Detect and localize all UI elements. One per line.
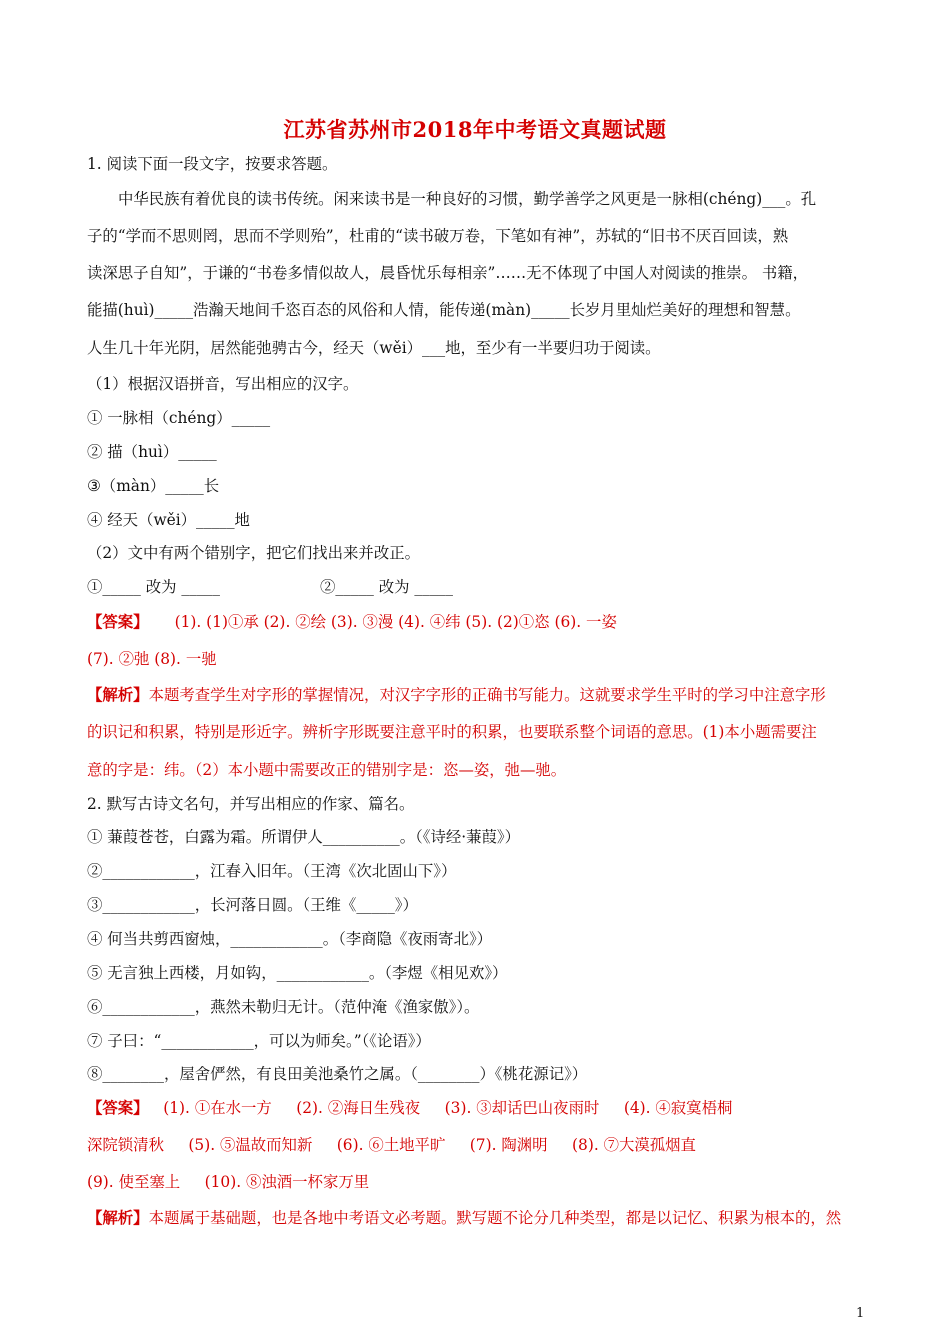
analysis-text: 本题考查学生对字形的掌握情况，对汉字字形的正确书写能力。这就要求学生平时的学习中注意字形 xyxy=(148,686,826,704)
q2-item: ⑦ 子曰：“____________，可以为师矣。”（《论语》） xyxy=(87,1032,431,1050)
q2-answer-cont: 深院锁清秋 (5). ⑤温故而知新 (6). ⑥土地平旷 (7). 陶渊明 (8). ⑦大漠孤烟直 xyxy=(87,1136,696,1154)
q1-item: ④ 经天（wěi）_____地 xyxy=(87,511,250,529)
q1-answer xyxy=(87,610,617,632)
q1-analysis-cont: 意的字是：纬。（2）本小题中需要改正的错别字是：恣—姿，弛—驰。 xyxy=(87,761,567,779)
q1-item: ③（màn）_____长 xyxy=(87,477,220,495)
q2-item: ②____________，江春入旧年。（王湾《次北固山下》） xyxy=(87,862,457,880)
q1-paragraph-line: 子的“学而不思则罔，思而不学则殆”，杜甫的“读书破万卷，下笔如有神”，苏轼的“旧书不厌百回读，熟 xyxy=(87,227,789,245)
analysis-text: 本题属于基础题，也是各地中考语文必考题。默写题不论分几种类型，都是以记忆、积累为根本的，然 xyxy=(148,1209,842,1227)
q1-answer-cont: (7). ②弛 (8). 一驰 xyxy=(87,650,217,668)
q2-item: ⑤ 无言独上西楼，月如钩，____________。（李煜《相见欢》） xyxy=(87,964,508,982)
q1-paragraph-line: 中华民族有着优良的读书传统。闲来读书是一种良好的习惯，勤学善学之风更是一脉相(chéng)___。孔 xyxy=(118,190,817,208)
answer-text: (1). (1)①承 (2). ②绘 (3). ③漫 (4). ④纬 (5). (2)①恣 (6). 一姿 xyxy=(174,613,617,631)
q1-fix-left: ①_____ 改为 _____ xyxy=(87,578,220,596)
q2-item: ⑥____________，燕然未勒归无计。（范仲淹《渔家傲》）。 xyxy=(87,998,480,1016)
q1-paragraph-line: 人生几十年光阴，居然能弛骋古今，经天（wěi）___地，至少有一半要归功于阅读。 xyxy=(87,339,661,357)
analysis-label: 【解析】 xyxy=(87,686,149,704)
q1-stem: 1. 阅读下面一段文字，按要求答题。 xyxy=(87,155,338,173)
q1-subquestion-1: （1）根据汉语拼音，写出相应的汉字。 xyxy=(87,375,359,393)
q1-item: ① 一脉相（chéng）_____ xyxy=(87,409,271,427)
analysis-label: 【解析】 xyxy=(87,1209,149,1227)
q1-fix-right: ②_____ 改为 _____ xyxy=(320,578,453,596)
q1-subquestion-2: （2）文中有两个错别字，把它们找出来并改正。 xyxy=(87,544,420,562)
q2-answer xyxy=(87,1096,732,1118)
q2-stem: 2. 默写古诗文名句，并写出相应的作家、篇名。 xyxy=(87,795,415,813)
q2-item: ⑧________，屋舍俨然，有良田美池桑竹之属。（________）《桃花源记》） xyxy=(87,1065,588,1083)
answer-label: 【答案】 xyxy=(87,613,149,631)
answer-text: (1). ①在水一方 (2). ②海日生残夜 (3). ③却话巴山夜雨时 (4). ④寂寞梧桐 xyxy=(148,1099,733,1117)
page-title: 江苏省苏州市2018年中考语文真题试题 xyxy=(283,117,667,142)
q2-analysis xyxy=(87,1206,841,1228)
q1-analysis-cont: 的识记和积累，特别是形近字。辨析字形既要注意平时的积累，也要联系整个词语的意思。(1)本小题需要注 xyxy=(87,723,817,741)
page-number: 1 xyxy=(856,1306,865,1321)
q2-answer-cont: (9). 使至塞上 (10). ⑧浊酒一杯家万里 xyxy=(87,1173,370,1191)
q2-item: ① 蒹葭苍苍，白露为霜。所谓伊人__________。（《诗经·蒹葭》） xyxy=(87,828,521,846)
q1-analysis xyxy=(87,683,826,705)
q1-paragraph-line: 能描(huì)_____浩瀚天地间千恣百态的风俗和人情，能传递(màn)_____长岁月里灿烂美好的理想和智慧。 xyxy=(87,301,801,319)
q2-item: ④ 何当共剪西窗烛，____________。（李商隐《夜雨寄北》） xyxy=(87,930,493,948)
q2-item: ③____________，长河落日圆。（王维《_____》） xyxy=(87,896,418,914)
q1-item: ② 描（huì）_____ xyxy=(87,443,217,461)
answer-label: 【答案】 xyxy=(87,1099,149,1117)
q1-paragraph-line: 读深思子自知”，于谦的“书卷多情似故人，晨昏忧乐每相亲”……无不体现了中国人对阅读的推崇。 书籍， xyxy=(87,264,809,282)
